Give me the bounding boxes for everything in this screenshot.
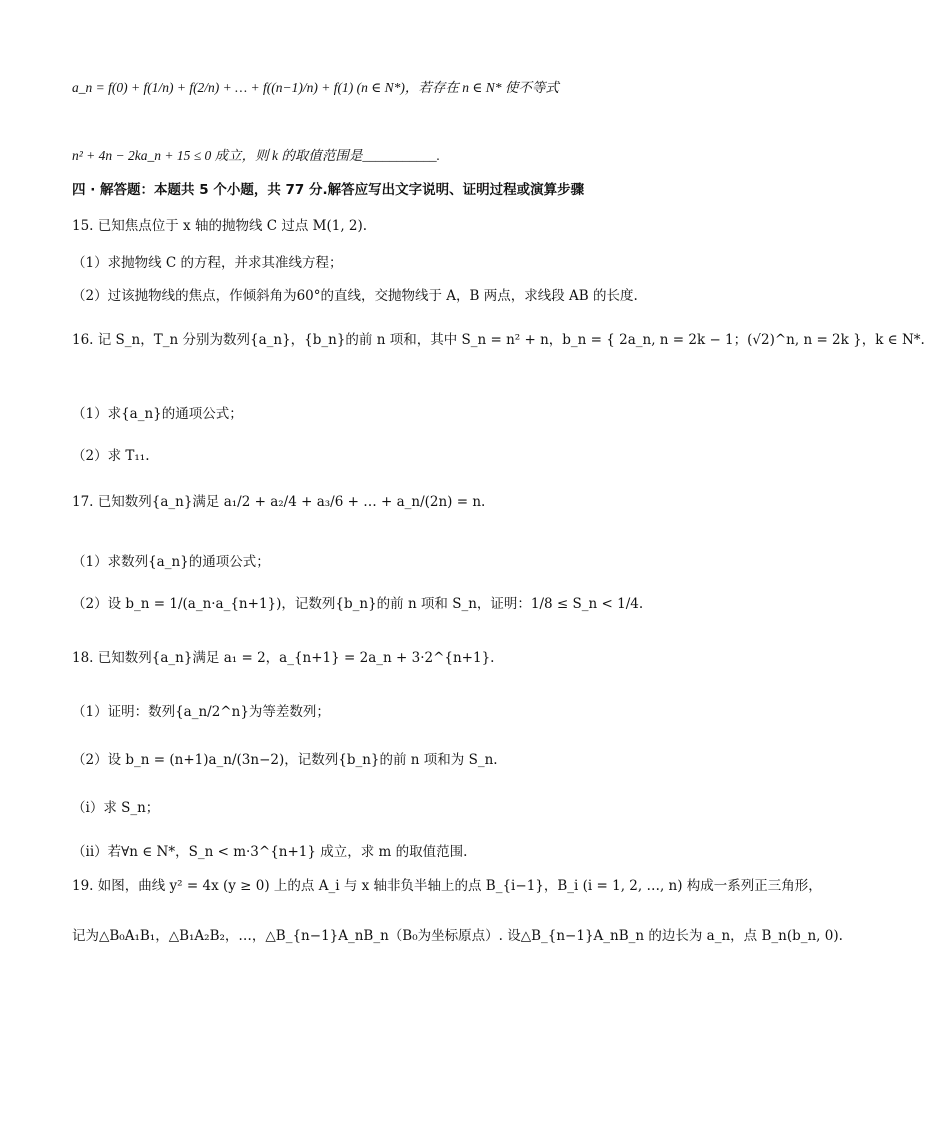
q16-part-2: （2）求 T₁₁. [72, 448, 150, 464]
q18-part-2-i: （i）求 S_n； [72, 800, 160, 816]
question-19: 19. 如图，曲线 y² = 4x (y ≥ 0) 上的点 A_i 与 x 轴非负半轴上的点 B_{i−1}，B_i (i = 1, 2, …, n) 构成一系列正三角形， [72, 878, 822, 894]
question-17: 17. 已知数列{a_n}满足 a₁/2 + a₂/4 + a₃/6 + … + a_n/(2n) = n. [72, 494, 486, 510]
q18-part-2: （2）设 b_n = (n+1)a_n/(3n−2)，记数列{b_n}的前 n 项和为 S_n. [72, 752, 498, 768]
question-18: 18. 已知数列{a_n}满足 a₁ = 2，a_{n+1} = 2a_n + 3·2^{n+1}. [72, 650, 495, 666]
q16-part-1: （1）求{a_n}的通项公式； [72, 406, 243, 422]
q18-part-2-ii: （ii）若∀n ∈ N*，S_n < m·3^{n+1} 成立，求 m 的取值范围. [72, 844, 468, 860]
q17-part-2: （2）设 b_n = 1/(a_n·a_{n+1})，记数列{b_n}的前 n 项和 S_n，证明：1/8 ≤ S_n < 1/4. [72, 596, 644, 612]
q15-part-2: （2）过该抛物线的焦点，作倾斜角为60°的直线，交抛物线于 A，B 两点，求线段 AB 的长度. [72, 288, 638, 304]
question-19-cont: 记为△B₀A₁B₁，△B₁A₂B₂，…，△B_{n−1}A_nB_n（B₀为坐标原点）. 设△B_{n−1}A_nB_n 的边长为 a_n，点 B_n(b_n, 0). [72, 928, 843, 944]
q18-part-1: （1）证明：数列{a_n/2^n}为等差数列； [72, 704, 330, 720]
line-2: n² + 4n − 2ka_n + 15 ≤ 0 成立，则 k 的取值范围是___________. [72, 148, 441, 163]
line-1: a_n = f(0) + f(1/n) + f(2/n) + … + f((n−1)/n) + f(1) (n ∈ N*)，若存在 n ∈ N* 使不等式 [72, 80, 559, 95]
q17-part-1: （1）求数列{a_n}的通项公式； [72, 554, 270, 570]
section-heading: 四 · 解答题：本题共 5 个小题，共 77 分.解答应写出文字说明、证明过程或演算步骤 [72, 182, 585, 198]
question-15: 15. 已知焦点位于 x 轴的抛物线 C 过点 M(1, 2). [72, 218, 368, 234]
question-16: 16. 记 S_n，T_n 分别为数列{a_n}，{b_n}的前 n 项和，其中 S_n = n² + n，b_n = { 2a_n, n = 2k − 1；(√2)^n, n = 2k }，k ∈ N*. [72, 332, 925, 348]
q15-part-1: （1）求抛物线 C 的方程，并求其准线方程； [72, 255, 343, 271]
